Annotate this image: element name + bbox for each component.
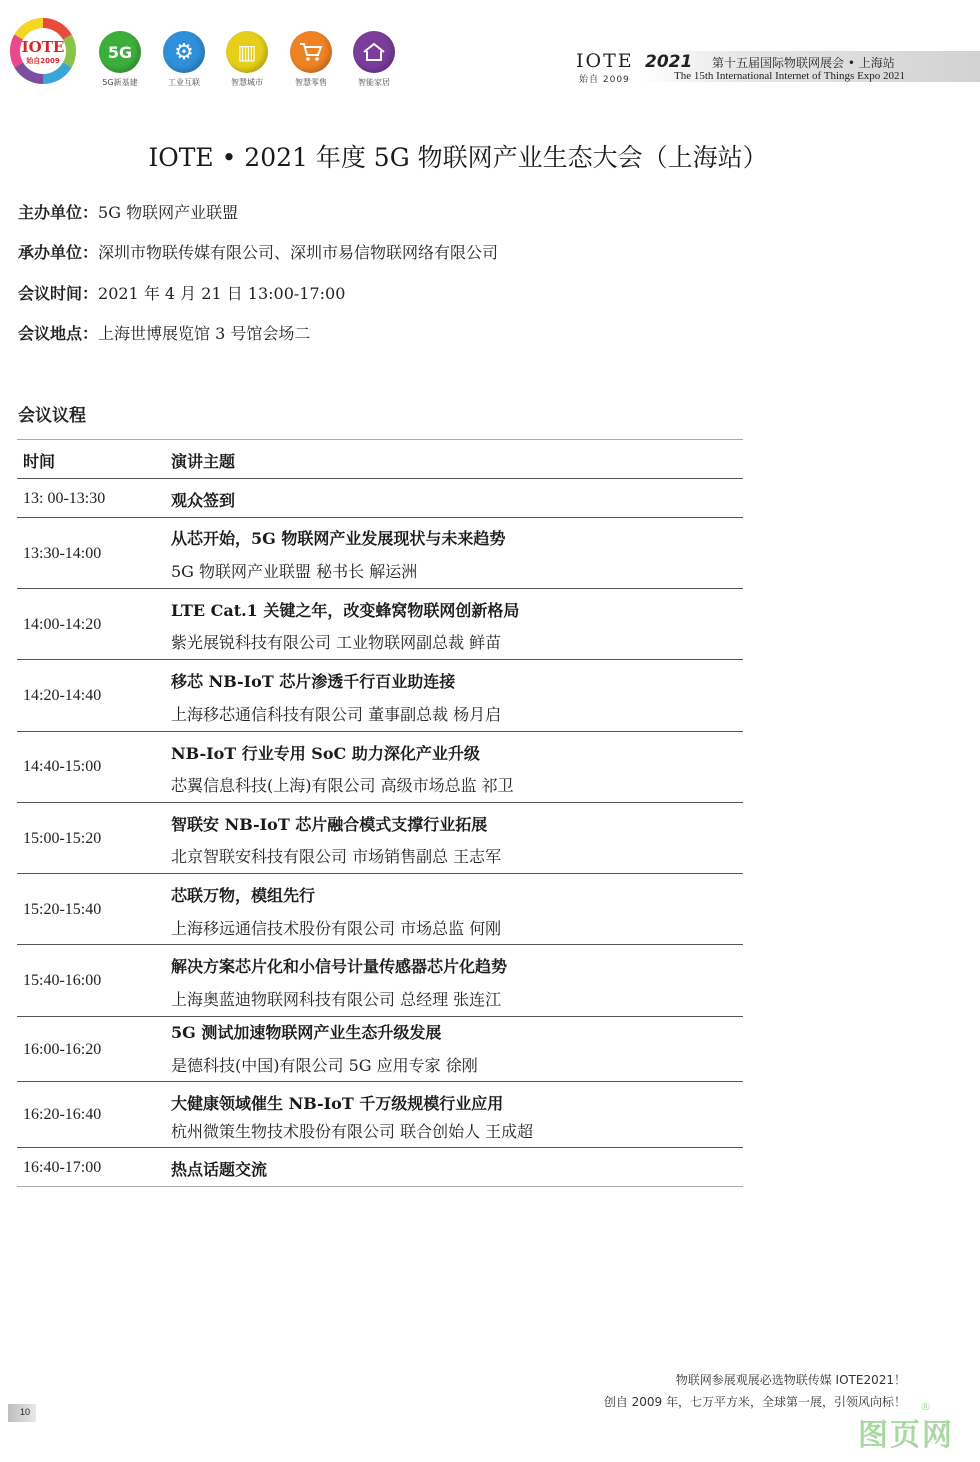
- table-rule: [17, 1081, 743, 1082]
- page-title: IOTE • 2021 年度 5G 物联网产业生态大会（上海站）: [148, 143, 768, 172]
- row-topic: 大健康领域催生 NB-IoT 千万级规模行业应用: [171, 1094, 504, 1113]
- category-smart-city: [217, 31, 277, 88]
- smart-home-icon: [353, 31, 395, 73]
- category-industrial: [154, 31, 214, 88]
- row-time: 13:30-14:00: [23, 545, 102, 562]
- row-speaker: 是德科技(中国)有限公司 5G 应用专家 徐刚: [171, 1056, 478, 1075]
- row-time: 14:40-15:00: [23, 758, 102, 775]
- category-smart-home: [344, 31, 404, 88]
- row-time: 16:40-17:00: [23, 1159, 102, 1176]
- cart-glyph-icon: [299, 42, 323, 62]
- table-rule: [17, 802, 743, 803]
- expo-title-en: The 15th International Internet of Things Expo 2021: [674, 70, 906, 82]
- iote-logo: [8, 16, 78, 86]
- house-glyph-icon: [362, 42, 386, 62]
- watermark-registered-mark: ®: [920, 1400, 931, 1413]
- row-topic: 芯联万物，模组先行: [171, 886, 316, 905]
- row-time: 15:20-15:40: [23, 901, 102, 918]
- info-label: 主办单位：: [18, 203, 99, 222]
- logo-text: IOTE: [21, 38, 65, 56]
- footer-slogan-1: 物联网参展观展必选物联传媒 IOTE2021！: [675, 1373, 906, 1387]
- category-5g: [90, 31, 150, 88]
- category-label: 智慧零售: [295, 78, 327, 87]
- row-speaker: 5G 物联网产业联盟 秘书长 解运洲: [171, 562, 418, 581]
- column-header-topic: 演讲主题: [171, 452, 236, 471]
- city-buildings-icon: ▥: [226, 31, 268, 73]
- row-time: 16:20-16:40: [23, 1106, 102, 1123]
- brand-year: 2021: [645, 52, 693, 72]
- gears-icon: ⚙: [163, 31, 205, 73]
- row-speaker: 杭州微策生物技术股份有限公司 联合创始人 王成超: [171, 1122, 534, 1141]
- watermark: 图页网: [858, 1418, 954, 1453]
- row-time: 16:00-16:20: [23, 1041, 102, 1058]
- category-label: 智能家居: [358, 78, 390, 87]
- page-number: 10: [20, 1407, 31, 1417]
- info-label: 会议地点：: [18, 324, 99, 343]
- footer-slogan-2: 创自 2009 年，七万平方米，全球第一展，引领风向标！: [603, 1395, 906, 1409]
- table-rule: [17, 439, 743, 440]
- info-value: 2021 年 4 月 21 日 13:00-17:00: [98, 284, 346, 303]
- logo-subtext: 始自2009: [26, 57, 60, 65]
- info-co-organizer: [18, 240, 498, 263]
- table-rule: [17, 873, 743, 874]
- info-time: [18, 281, 345, 304]
- info-label: 会议时间：: [18, 284, 99, 303]
- row-time: 14:00-14:20: [23, 616, 102, 633]
- row-topic: 智联安 NB-IoT 芯片融合模式支撑行业拓展: [171, 815, 488, 834]
- table-rule: [17, 731, 743, 732]
- table-rule: [17, 1147, 743, 1148]
- column-header-time: 时间: [23, 452, 56, 471]
- table-rule: [17, 1016, 743, 1017]
- table-rule: [17, 517, 743, 518]
- category-label: 智慧城市: [231, 78, 263, 87]
- info-value: 5G 物联网产业联盟: [98, 203, 239, 222]
- table-rule: [17, 944, 743, 945]
- category-label: 5G新基建: [102, 78, 138, 87]
- row-topic: 热点话题交流: [171, 1160, 268, 1179]
- info-label: 承办单位：: [18, 243, 99, 262]
- row-speaker: 上海移芯通信科技有限公司 董事副总裁 杨月启: [171, 705, 502, 724]
- row-topic: 5G 测试加速物联网产业生态升级发展: [171, 1023, 442, 1042]
- row-topic: 从芯开始，5G 物联网产业发展现状与未来趋势: [171, 529, 506, 548]
- category-smart-retail: [281, 31, 341, 88]
- table-rule: [17, 1186, 743, 1187]
- brand-word: IOTE: [576, 50, 634, 72]
- shopping-cart-icon: [290, 31, 332, 73]
- expo-title-cn: 第十五届国际物联网展会 • 上海站: [712, 56, 895, 70]
- row-topic: 解决方案芯片化和小信号计量传感器芯片化趋势: [171, 957, 508, 976]
- info-organizer: [18, 200, 238, 223]
- info-venue: [18, 321, 310, 344]
- table-rule: [17, 588, 743, 589]
- table-rule: [17, 478, 743, 479]
- row-time: 13: 00-13:30: [23, 490, 106, 507]
- row-speaker: 紫光展锐科技有限公司 工业物联网副总裁 鲜苗: [171, 633, 502, 652]
- row-topic: 移芯 NB-IoT 芯片渗透千行百业助连接: [171, 672, 456, 691]
- row-time: 14:20-14:40: [23, 687, 102, 704]
- row-topic: NB-IoT 行业专用 SoC 助力深化产业升级: [171, 744, 480, 763]
- row-speaker: 北京智联安科技有限公司 市场销售副总 王志军: [171, 847, 502, 866]
- 5g-icon: 5G: [99, 31, 141, 73]
- info-value: 上海世博展览馆 3 号馆会场二: [98, 324, 311, 343]
- brand-since: 始自 2009: [579, 75, 630, 85]
- row-topic: 观众签到: [171, 491, 236, 510]
- info-value: 深圳市物联传媒有限公司、深圳市易信物联网络有限公司: [98, 243, 499, 262]
- row-time: 15:40-16:00: [23, 972, 102, 989]
- row-speaker: 上海奥蓝迪物联网科技有限公司 总经理 张连江: [171, 990, 502, 1009]
- row-speaker: 上海移远通信技术股份有限公司 市场总监 何刚: [171, 919, 502, 938]
- category-label: 工业互联: [168, 78, 200, 87]
- row-time: 15:00-15:20: [23, 830, 102, 847]
- row-speaker: 芯翼信息科技(上海)有限公司 高级市场总监 祁卫: [171, 776, 514, 795]
- agenda-heading: 会议议程: [18, 406, 86, 426]
- table-rule: [17, 659, 743, 660]
- row-topic: LTE Cat.1 关键之年，改变蜂窝物联网创新格局: [171, 601, 520, 620]
